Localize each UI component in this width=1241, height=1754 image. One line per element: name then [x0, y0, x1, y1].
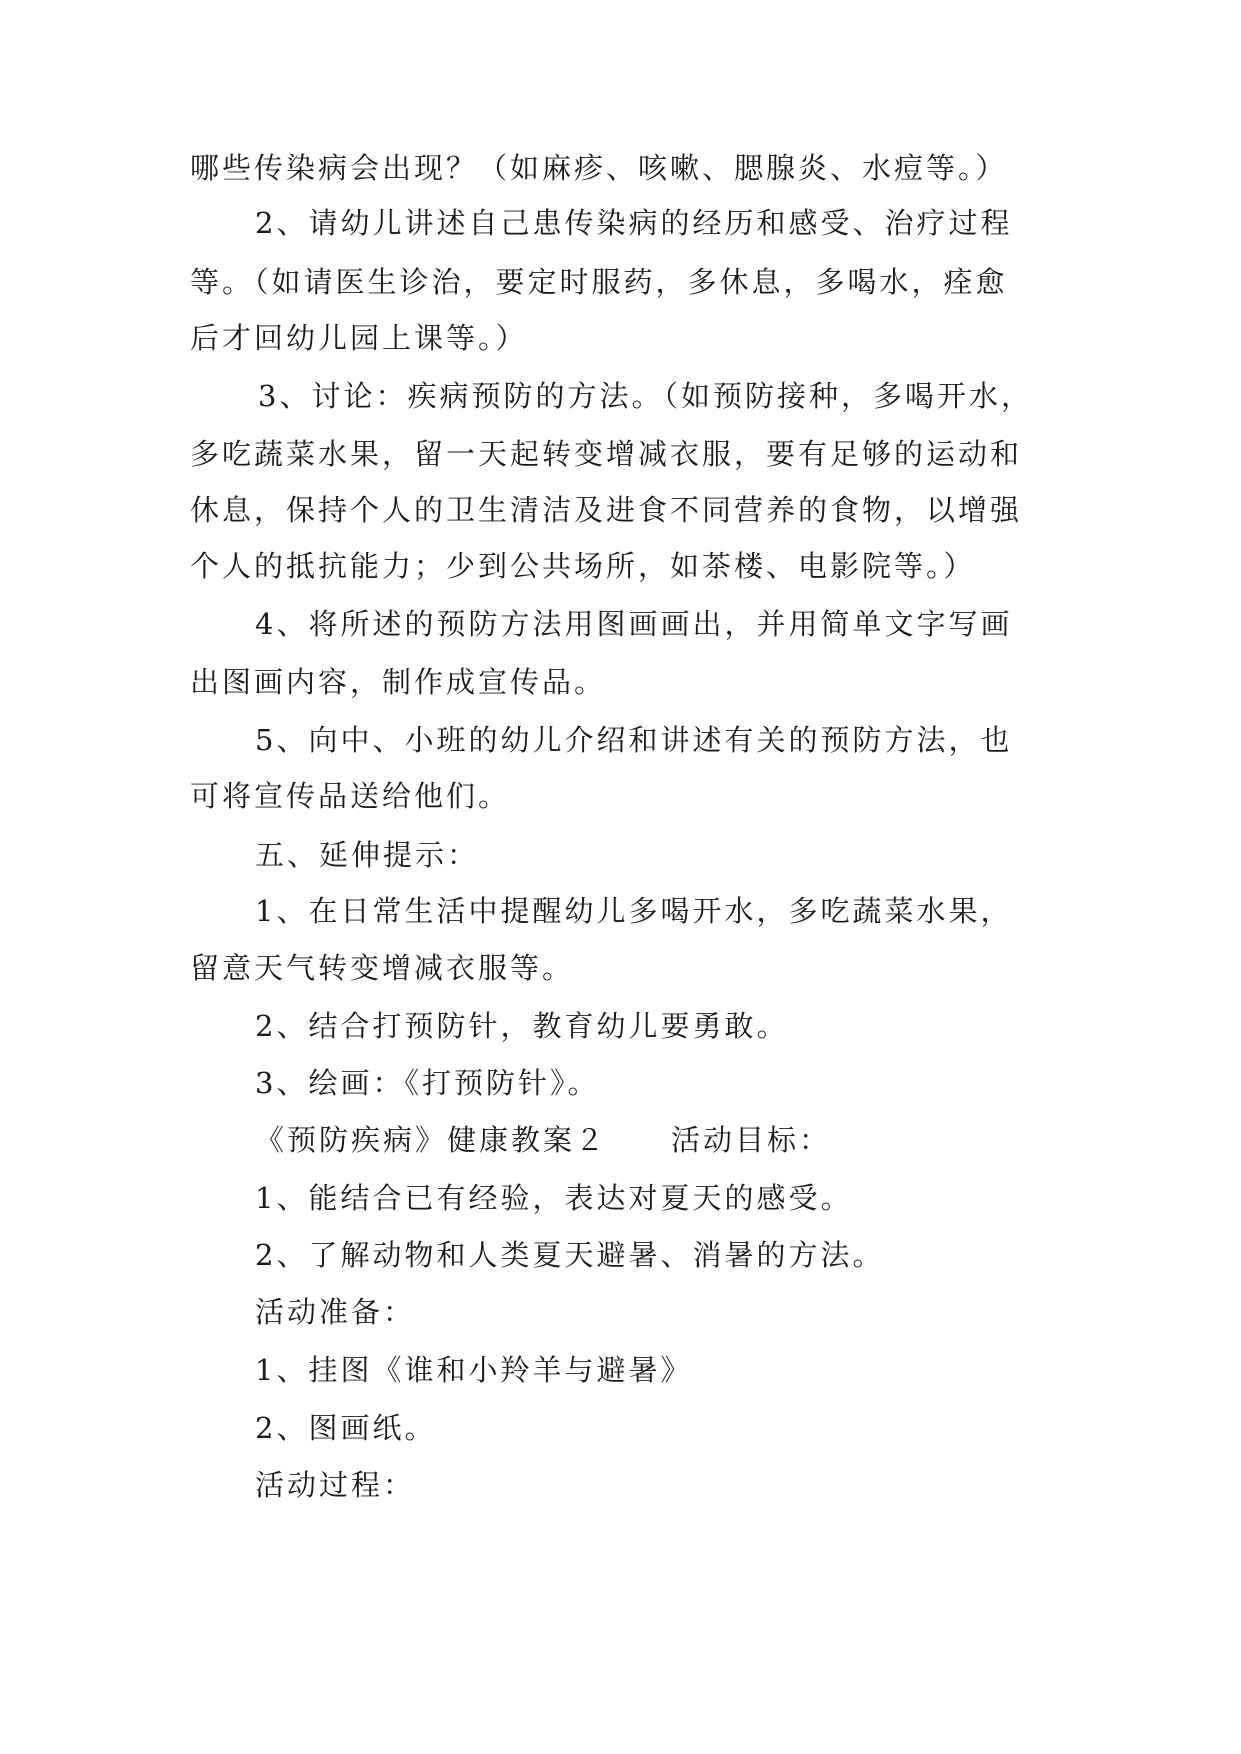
text-line: 等。（如请医生诊治，要定时服药，多休息，多喝水，痊愈: [190, 265, 1008, 299]
text-line: 可将宣传品送给他们。: [190, 779, 511, 813]
text-line: 多吃蔬菜水果，留一天起转变增减衣服，要有足够的运动和: [190, 437, 1023, 471]
section-heading: 活动过程：: [255, 1468, 416, 1502]
text-line: 4、将所述的预防方法用图画画出，并用简单文字写画: [255, 607, 1013, 641]
text-line: 个人的抵抗能力；少到公共场所，如茶楼、电影院等。）: [190, 549, 976, 583]
text-line: 3、绘画：《打预防针》。: [255, 1066, 600, 1100]
text-line: 休息，保持个人的卫生清洁及进食不同营养的食物，以增强: [190, 493, 1023, 527]
text-line: 哪些传染病会出现？（如麻疹、咳嗽、腮腺炎、水痘等。）: [190, 151, 1008, 185]
text-line: 2、图画纸。: [255, 1411, 437, 1445]
text-line: 1、在日常生活中提醒幼儿多喝开水，多吃蔬菜水果，: [255, 894, 1013, 928]
section-heading: 《预防疾病》健康教案２ 活动目标：: [255, 1123, 832, 1157]
text-line: 2、结合打预防针，教育幼儿要勇敢。: [255, 1009, 789, 1043]
text-line: 2、了解动物和人类夏天避暑、消暑的方法。: [255, 1238, 885, 1272]
section-heading: 活动准备：: [255, 1295, 416, 1329]
text-line: 1、能结合已有经验，表达对夏天的感受。: [255, 1181, 853, 1215]
text-line: 3、讨论：疾病预防的方法。（如预防接种，多喝开水，: [258, 379, 1033, 413]
text-line: 留意天气转变增减衣服等。: [190, 951, 575, 985]
section-heading: 五、延伸提示：: [255, 838, 480, 872]
text-line: 2、请幼儿讲述自己患传染病的经历和感受、治疗过程: [255, 206, 1013, 240]
text-line: 出图画内容，制作成宣传品。: [190, 665, 607, 699]
text-line: 1、挂图《谁和小羚羊与避暑》: [255, 1353, 693, 1387]
text-line: 5、向中、小班的幼儿介绍和讲述有关的预防方法，也: [255, 723, 1013, 757]
text-line: 后才回幼儿园上课等。）: [190, 321, 528, 355]
